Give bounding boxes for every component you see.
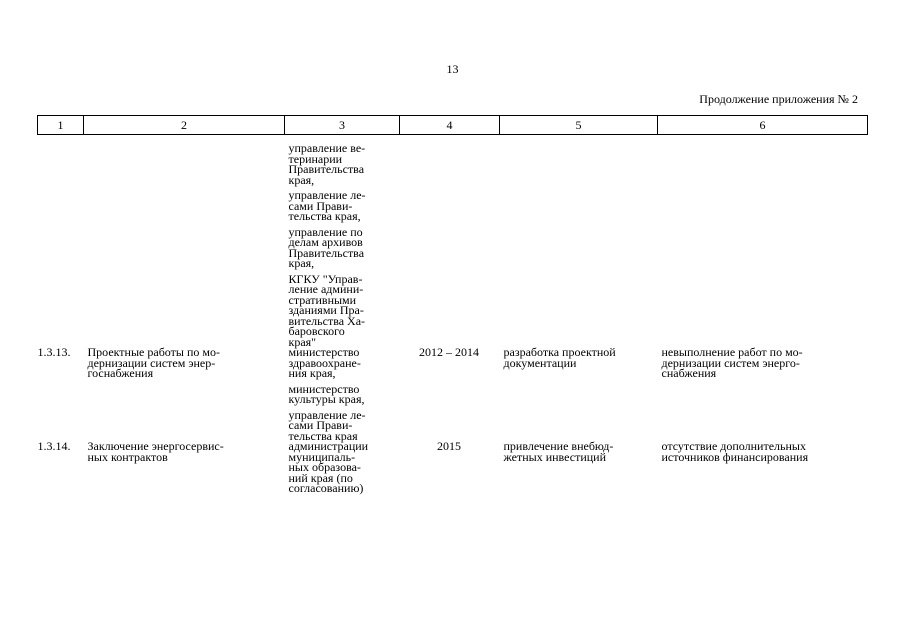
- column-header-6: 6: [658, 116, 868, 135]
- table-row: [38, 135, 868, 348]
- table-row: [38, 347, 868, 441]
- period-cell: [400, 135, 500, 348]
- executors-cell: [285, 347, 400, 441]
- executor-paragraph: управление ле- сами Прави- тельства края,: [288, 188, 366, 223]
- appendix-table: [37, 115, 868, 494]
- table-body: [38, 135, 868, 494]
- table-row: [38, 441, 868, 494]
- consequence-cell: отсутствие дополнительных источников финансирования: [661, 439, 809, 464]
- consequence-cell: [658, 135, 868, 348]
- period-cell: 2015: [437, 439, 461, 453]
- measure-name-cell: Заключение энергосервис- ных контрактов: [87, 439, 224, 464]
- result-cell: привлечение внебюд- жетных инвестиций: [503, 439, 614, 464]
- table-header-row: [38, 116, 868, 135]
- executor-paragraph: министерство культуры края,: [288, 381, 365, 406]
- executors-cell: [285, 441, 400, 494]
- executor-paragraph: КГКУ "Управ- ление админи- стративными зданиями Пра- вительства Ха- баровского края": [288, 271, 366, 349]
- measure-name-cell: [84, 135, 285, 348]
- executor-paragraph: министерство здравоохране- ния края,: [288, 345, 361, 380]
- column-header-5: 5: [500, 116, 658, 135]
- column-header-1: 1: [38, 116, 84, 135]
- row-number-cell: [38, 135, 84, 348]
- result-cell: разработка проектной документации: [503, 345, 616, 370]
- row-number-cell: 1.3.13.: [37, 345, 71, 359]
- consequence-cell: невыполнение работ по мо- дернизации систем энерго- снабжения: [661, 345, 803, 380]
- period-cell: 2012 – 2014: [419, 345, 479, 359]
- column-header-4: 4: [400, 116, 500, 135]
- measure-name-cell: Проектные работы по мо- дернизации систем энер- госнабжения: [87, 345, 220, 380]
- page-number: 13: [446, 62, 459, 76]
- executor-paragraph: администрации муниципаль- ных образова- ний края (по согласованию): [288, 439, 369, 495]
- executors-cell: [285, 135, 400, 348]
- column-header-3: 3: [285, 116, 400, 135]
- executor-paragraph: управление ве- теринарии Правительства края,: [288, 141, 366, 187]
- executor-paragraph: управление по делам архивов Правительства края,: [288, 224, 365, 270]
- executor-paragraph: управление ле- сами Прави- тельства края: [288, 407, 366, 443]
- column-header-2: 2: [84, 116, 285, 135]
- row-number-cell: 1.3.14.: [37, 439, 71, 453]
- continuation-label: Продолжение приложения № 2: [699, 92, 858, 106]
- result-cell: [500, 135, 658, 348]
